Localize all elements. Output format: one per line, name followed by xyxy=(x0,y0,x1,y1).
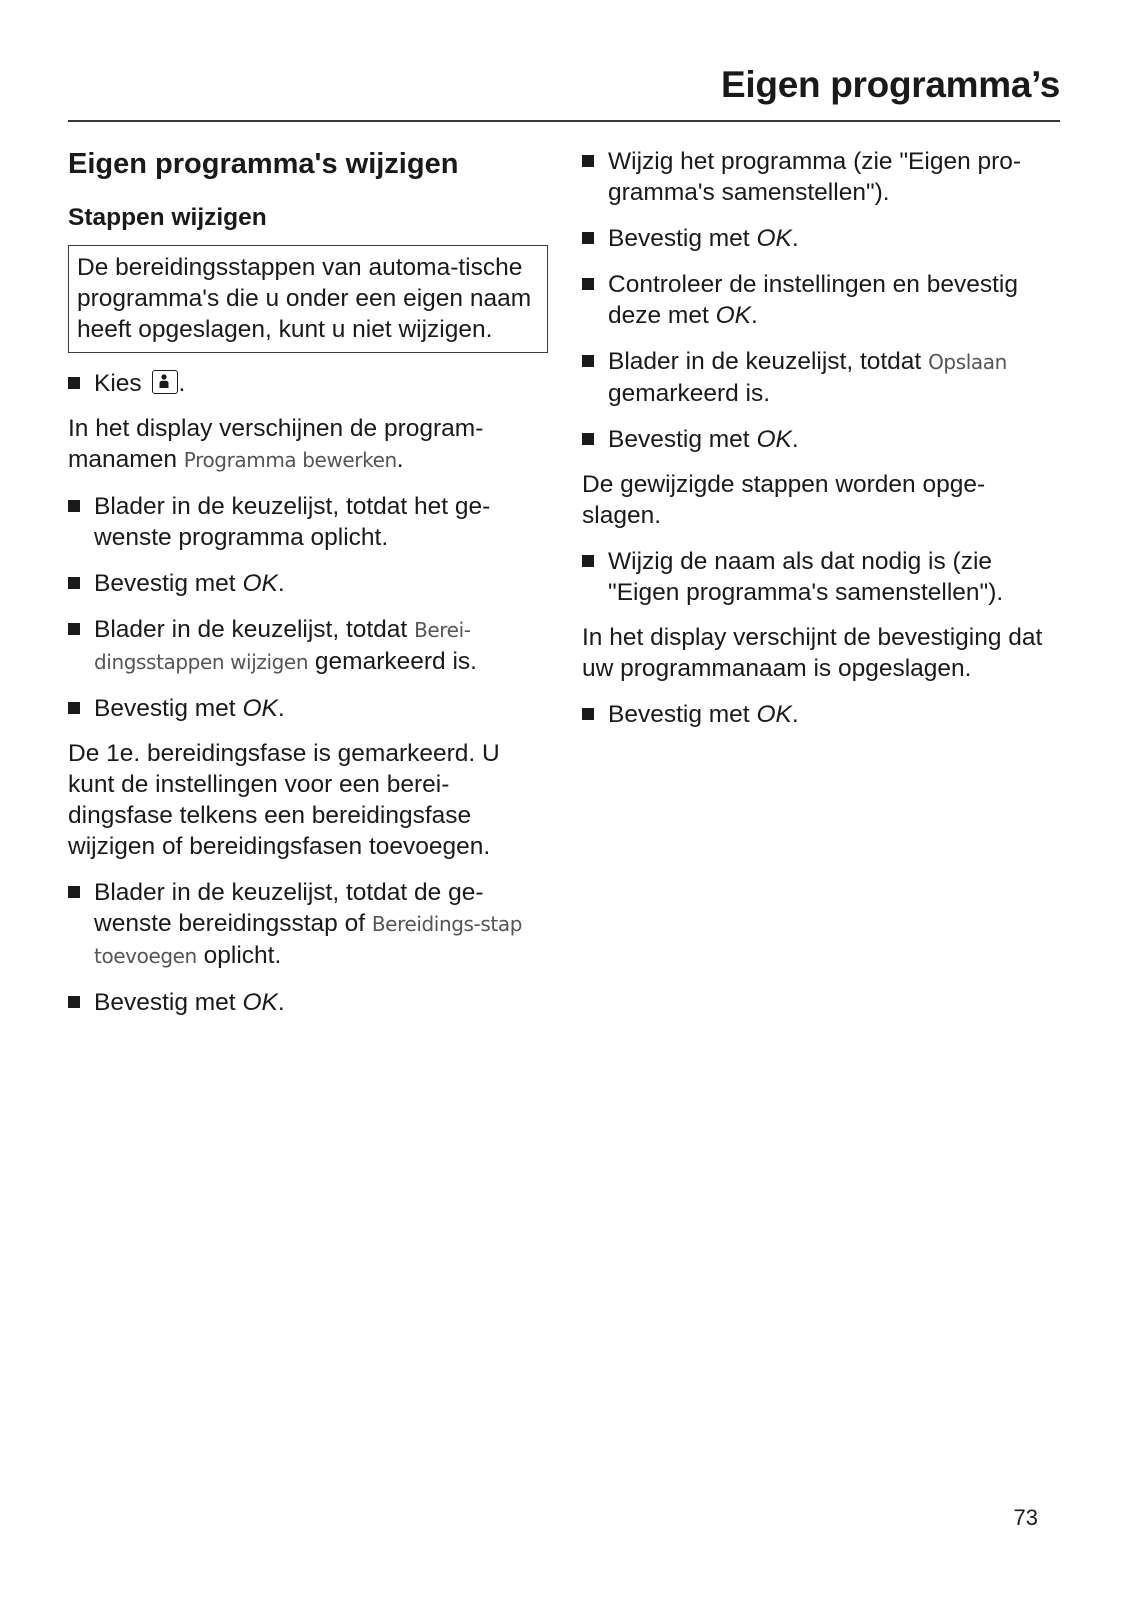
square-bullet-icon xyxy=(582,433,594,445)
page-title: Eigen programma’s xyxy=(721,64,1060,105)
ok-key: OK xyxy=(242,695,278,722)
step-text: Wijzig de naam als dat nodig is (zie "Eigen programma's samenstellen"). xyxy=(608,548,1004,606)
ok-key: OK xyxy=(756,701,792,728)
page-header xyxy=(68,60,1060,122)
step-text: Bevestig met xyxy=(608,426,750,453)
square-bullet-icon xyxy=(68,623,80,635)
person-key-icon xyxy=(152,370,178,394)
section-subtitle: Stappen wijzigen xyxy=(68,204,267,231)
paragraph-end: . xyxy=(396,446,404,473)
ok-key: OK xyxy=(242,570,278,597)
step-item xyxy=(582,346,1060,409)
square-bullet-icon xyxy=(582,232,594,244)
step-text: Bevestig met xyxy=(94,989,236,1016)
square-bullet-icon xyxy=(582,355,594,367)
square-bullet-icon xyxy=(582,708,594,720)
step-item xyxy=(582,546,1060,608)
step-text: Wijzig het programma (zie "Eigen pro-gramma's samenstellen"). xyxy=(608,148,1022,206)
step-item xyxy=(582,269,1060,331)
paragraph: De 1e. bereidingsfase is gemarkeerd. U kunt de instellingen voor een berei-dingsfase telkens een bereidingsfase wijzigen of bereidingsfasen toevoegen. xyxy=(68,740,500,860)
right-column xyxy=(582,140,1060,730)
step-end: . xyxy=(791,701,799,728)
step-end: gemarkeerd is. xyxy=(608,380,771,407)
step-text: Blader in de keuzelijst, totdat xyxy=(608,348,922,375)
square-bullet-icon xyxy=(582,278,594,290)
step-item xyxy=(68,987,548,1018)
step-end: oplicht. xyxy=(203,942,282,969)
step-item xyxy=(582,699,1060,730)
step-text: Bevestig met xyxy=(94,695,236,722)
display-text: Programma bewerken xyxy=(183,448,397,472)
square-bullet-icon xyxy=(68,702,80,714)
step-item xyxy=(68,877,548,972)
step-text: Kies xyxy=(94,370,142,397)
display-text: Opslaan xyxy=(928,350,1007,374)
section-title: Eigen programma's wijzigen xyxy=(68,148,459,180)
step-end: . xyxy=(277,989,285,1016)
square-bullet-icon xyxy=(68,500,80,512)
square-bullet-icon xyxy=(68,996,80,1008)
step-end: . xyxy=(791,426,799,453)
ok-key: OK xyxy=(715,302,751,329)
step-item xyxy=(68,491,548,553)
square-bullet-icon xyxy=(68,577,80,589)
step-text: Blader in de keuzelijst, totdat xyxy=(94,616,408,643)
step-end: gemarkeerd is. xyxy=(314,648,477,675)
step-item xyxy=(68,614,548,678)
square-bullet-icon xyxy=(582,555,594,567)
step-text: Bevestig met xyxy=(608,701,750,728)
step-item xyxy=(68,693,548,724)
step-end: . xyxy=(791,225,799,252)
step-text: Blader in de keuzelijst, totdat het ge-wenste programma oplicht. xyxy=(94,493,491,551)
paragraph: De gewijzigde stappen worden opge-slagen. xyxy=(582,471,986,529)
page-number: 73 xyxy=(1013,1505,1038,1530)
step-text: Bevestig met xyxy=(94,570,236,597)
left-column xyxy=(68,140,548,1018)
display-text: Berei-dingsstappen wijzigen xyxy=(94,618,471,674)
ok-key: OK xyxy=(756,225,792,252)
square-bullet-icon xyxy=(582,155,594,167)
step-text: Bevestig met xyxy=(608,225,750,252)
step-end: . xyxy=(751,302,758,329)
paragraph: In het display verschijnt de bevestiging dat uw programmanaam is opgeslagen. xyxy=(582,624,1043,682)
step-item xyxy=(68,568,548,599)
step-end: . xyxy=(178,370,186,397)
step-item xyxy=(582,424,1060,455)
square-bullet-icon xyxy=(68,886,80,898)
step-item xyxy=(68,368,548,399)
ok-key: OK xyxy=(242,989,278,1016)
step-item xyxy=(582,223,1060,254)
paragraph-text: In het display verschijnen de program-manamen xyxy=(68,415,484,473)
display-text: Bereidings-stap toevoegen xyxy=(94,912,522,968)
note-box: De bereidingsstappen van automa-tische programma's die u onder een eigen naam heeft opgeslagen, kunt u niet wijzigen. xyxy=(68,245,548,353)
step-end: . xyxy=(277,695,285,722)
square-bullet-icon xyxy=(68,377,80,389)
ok-key: OK xyxy=(756,426,792,453)
step-text: Blader in de keuzelijst, totdat de ge-wenste bereidingsstap of xyxy=(94,879,484,937)
step-end: . xyxy=(277,570,285,597)
paragraph xyxy=(68,413,548,476)
step-text: Controleer de instellingen en bevestig deze met xyxy=(608,271,1018,329)
step-item xyxy=(582,146,1060,208)
